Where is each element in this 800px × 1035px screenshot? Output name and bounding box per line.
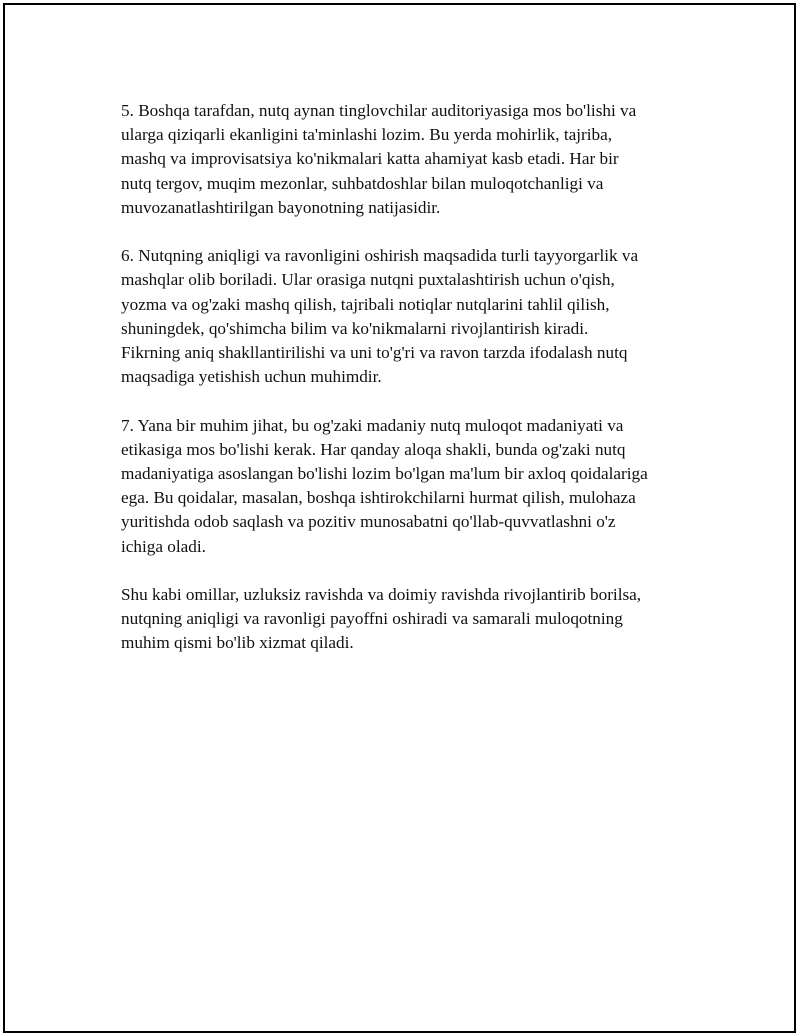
paragraph-conclusion: Shu kabi omillar, uzluksiz ravishda va doimiy ravishda rivojlantirib borilsa, nutqning aniqligi va ravonligi payoffni oshiradi va samarali muloqotning muhim qismi bo'lib xizmat qiladi. [121,585,642,653]
paragraph-5: 5. Boshqa tarafdan, nutq aynan tinglovchilar auditoriyasiga mos bo'lishi va ularga qiziqarli ekanligini ta'minlashi lozim. Bu yerda mohirlik, tajriba, mashq va improvisatsiya ko'nikmalari katta ahamiyat kasb etadi. Har bir nutq tergov, muqim mezonlar, suhbatdoshlar bilan muloqotchanligi va muvozanatlashtirilgan bayonotning natijasidir. [121,101,637,217]
paragraph-6: 6. Nutqning aniqligi va ravonligini oshirish maqsadida turli tayyorgarlik va mashqlar olib boriladi. Ular orasiga nutqni puxtalashtirish uchun o'qish, yozma va og'zaki mashq qilish, tajribali notiqlar nutqlarini tahlil qilish, shuningdek, qo'shimcha bilim va ko'nikmalarni rivojlantirish kiradi. Fikrning aniq shakllantirilishi va uni to'g'ri va ravon tarzda ifodalash nutq maqsadiga yetishish uchun muhimdir. [121,246,639,387]
paragraph-7: 7. Yana bir muhim jihat, bu og'zaki madaniy nutq muloqot madaniyati va etikasiga mos bo'lishi kerak. Har qanday aloqa shakli, bunda og'zaki nutq madaniyatiga asoslangan bo'lishi lozim bo'lgan ma'lum bir axloq qoidalariga ega. Bu qoidalar, masalan, boshqa ishtirokchilarni hurmat qilish, mulohaza yuritishda odob saqlash va pozitiv munosabatni qo'llab-quvvatlashni o'z ichiga oladi. [121,415,648,556]
document-page [3,3,796,1033]
document-body [121,99,701,680]
